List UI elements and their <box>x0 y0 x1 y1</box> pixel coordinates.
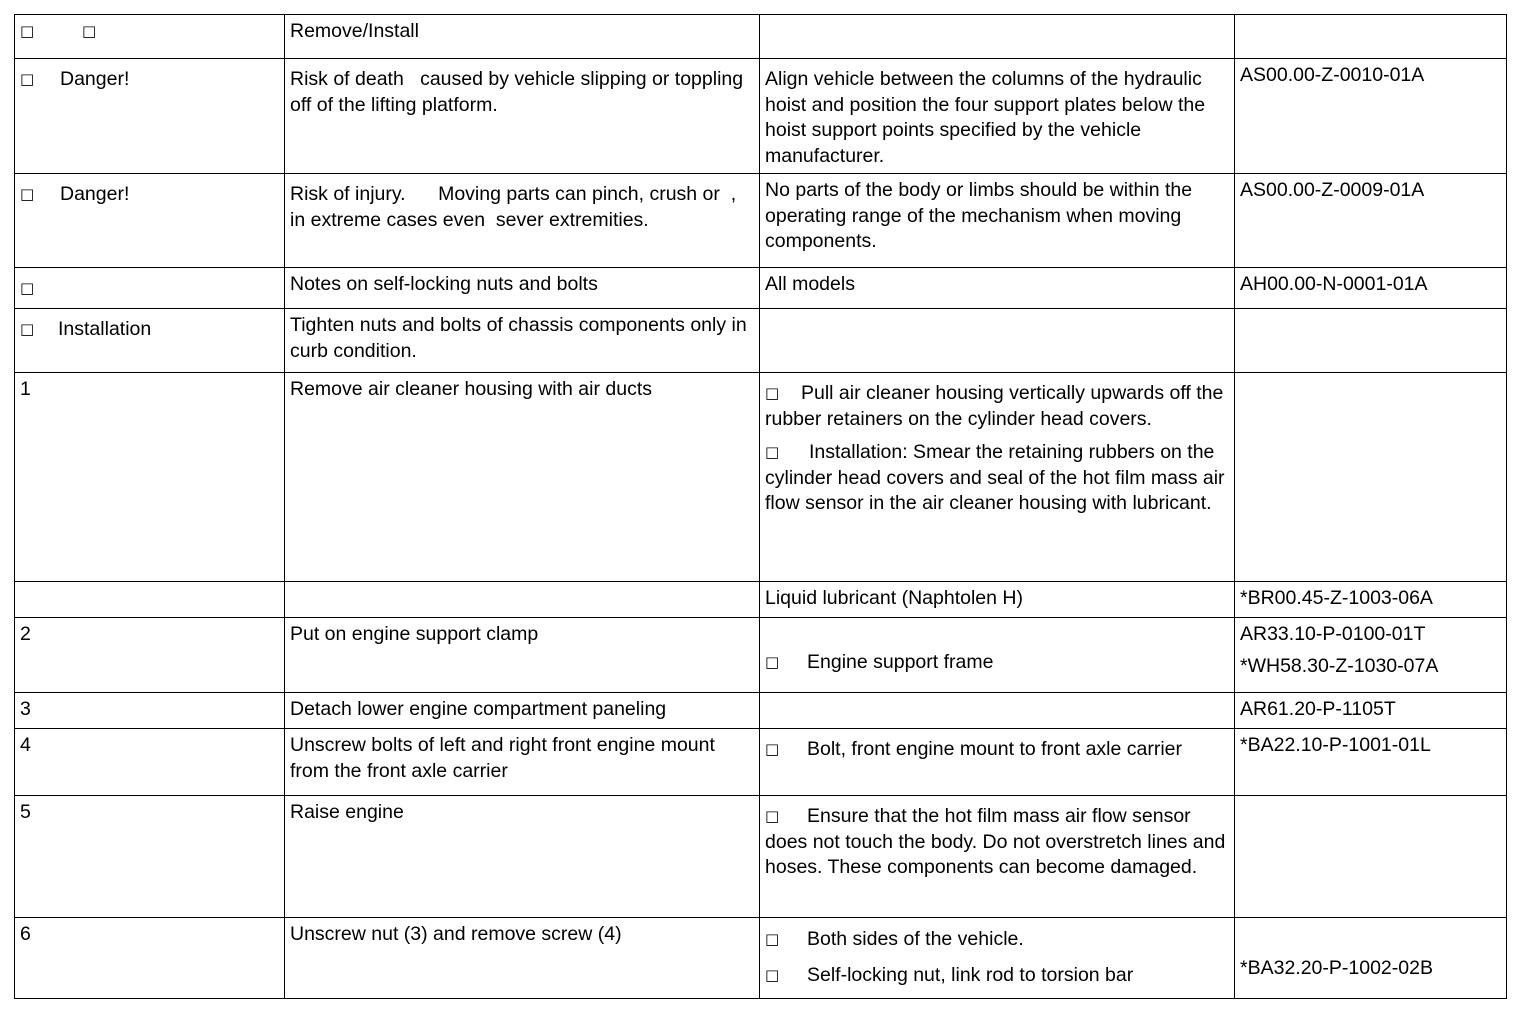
danger-label: Danger! <box>60 68 130 90</box>
cell-reference: AS00.00-Z-0010-01A <box>1235 59 1507 174</box>
cell-step-number: 4 <box>15 729 285 796</box>
cell-reference <box>1235 618 1507 693</box>
cell-symbol <box>15 15 285 59</box>
cell-reference <box>1235 15 1507 59</box>
cell-step: Risk of death caused by vehicle slipping or toppling off of the lifting platform. <box>285 59 760 174</box>
cell-step: Unscrew bolts of left and right front engine mount from the front axle carrier <box>285 729 760 796</box>
note-item: □ Installation: Smear the retaining rubbers on the cylinder head covers and seal of the hot film mass air flow sensor in the air cleaner housing with lubricant. <box>765 441 1225 514</box>
procedure-table <box>14 14 1507 999</box>
warning-icon: □ <box>20 185 35 203</box>
table-row <box>15 582 1507 618</box>
tool-icon: □ <box>765 653 780 671</box>
table-row <box>15 373 1507 582</box>
checkbox-icon: □ <box>82 22 97 40</box>
cell-symbol <box>15 59 285 174</box>
cell-reference: *BR00.45-Z-1003-06A <box>1235 582 1507 618</box>
cell-step: Notes on self-locking nuts and bolts <box>285 268 760 309</box>
cell-step-number: 6 <box>15 918 285 999</box>
cell-reference <box>1235 373 1507 582</box>
cell-note: □ Engine support frame <box>760 618 1235 693</box>
cell-step: Remove/Install <box>285 15 760 59</box>
cell-note <box>760 693 1235 729</box>
cell-step-number: 3 <box>15 693 285 729</box>
cell-note: □ Bolt, front engine mount to front axle carrier <box>760 729 1235 796</box>
bullet-icon: □ <box>765 384 780 402</box>
cell-note: □ Ensure that the hot film mass air flow sensor does not touch the body. Do not overstretch lines and hoses. These components can become damaged. <box>760 796 1235 918</box>
cell-reference: AS00.00-Z-0009-01A <box>1235 174 1507 268</box>
table-row <box>15 796 1507 918</box>
table-row <box>15 618 1507 693</box>
reference-code: AR33.10-P-0100-01T <box>1240 623 1426 645</box>
cell-symbol <box>15 268 285 309</box>
cell-note <box>760 309 1235 373</box>
reference-code: *WH58.30-Z-1030-07A <box>1240 654 1439 677</box>
installation-icon: □ <box>20 320 35 338</box>
cell-note: Align vehicle between the columns of the hydraulic hoist and position the four support plates below the hoist support points specified by the vehicle manufacturer. <box>760 59 1235 174</box>
cell-step: Risk of injury. Moving parts can pinch, crush or , in extreme cases even sever extremities. <box>285 174 760 268</box>
cell-symbol <box>15 174 285 268</box>
cell-step: Remove air cleaner housing with air ducts <box>285 373 760 582</box>
note-item: □ Both sides of the vehicle. <box>765 927 1229 953</box>
note-item: □ Pull air cleaner housing vertically upwards off the rubber retainers on the cylinder head covers. <box>765 382 1224 430</box>
note-icon: □ <box>20 279 35 297</box>
warning-icon: □ <box>20 70 35 88</box>
cell-note: Liquid lubricant (Naphtolen H) <box>760 582 1235 618</box>
cell-step-number: 5 <box>15 796 285 918</box>
table-row <box>15 59 1507 174</box>
torque-icon: □ <box>765 740 780 758</box>
caution-icon: □ <box>765 807 780 825</box>
installation-label: Installation <box>58 318 152 340</box>
installation-icon: □ <box>765 443 780 461</box>
table-row <box>15 729 1507 796</box>
cell-step: Raise engine <box>285 796 760 918</box>
cell-reference <box>1235 918 1507 999</box>
table-row <box>15 15 1507 59</box>
cell-note: No parts of the body or limbs should be within the operating range of the mechanism when moving components. <box>760 174 1235 268</box>
cell-note <box>760 373 1235 582</box>
cell-step: Put on engine support clamp <box>285 618 760 693</box>
danger-label: Danger! <box>60 183 130 205</box>
cell-step <box>285 582 760 618</box>
table-row <box>15 693 1507 729</box>
table-row <box>15 268 1507 309</box>
cell-note <box>760 918 1235 999</box>
cell-reference: *BA22.10-P-1001-01L <box>1235 729 1507 796</box>
info-icon: □ <box>765 930 780 948</box>
cell-step-number: 2 <box>15 618 285 693</box>
cell-reference <box>1235 309 1507 373</box>
cell-step: Detach lower engine compartment paneling <box>285 693 760 729</box>
torque-icon: □ <box>765 965 780 984</box>
cell-step-number: 1 <box>15 373 285 582</box>
cell-note: All models <box>760 268 1235 309</box>
cell-note <box>760 15 1235 59</box>
table-row <box>15 918 1507 999</box>
cell-reference: AR61.20-P-1105T <box>1235 693 1507 729</box>
table-row <box>15 174 1507 268</box>
cell-symbol <box>15 309 285 373</box>
cell-step: Unscrew nut (3) and remove screw (4) <box>285 918 760 999</box>
checkbox-icon: □ <box>20 22 35 40</box>
note-item: □ Self-locking nut, link rod to torsion bar <box>765 963 1229 989</box>
reference-code: *BA32.20-P-1002-02B <box>1240 957 1433 979</box>
cell-reference: AH00.00-N-0001-01A <box>1235 268 1507 309</box>
cell-reference <box>1235 796 1507 918</box>
cell-step: Tighten nuts and bolts of chassis components only in curb condition. <box>285 309 760 373</box>
cell-step-number <box>15 582 285 618</box>
table-row <box>15 309 1507 373</box>
